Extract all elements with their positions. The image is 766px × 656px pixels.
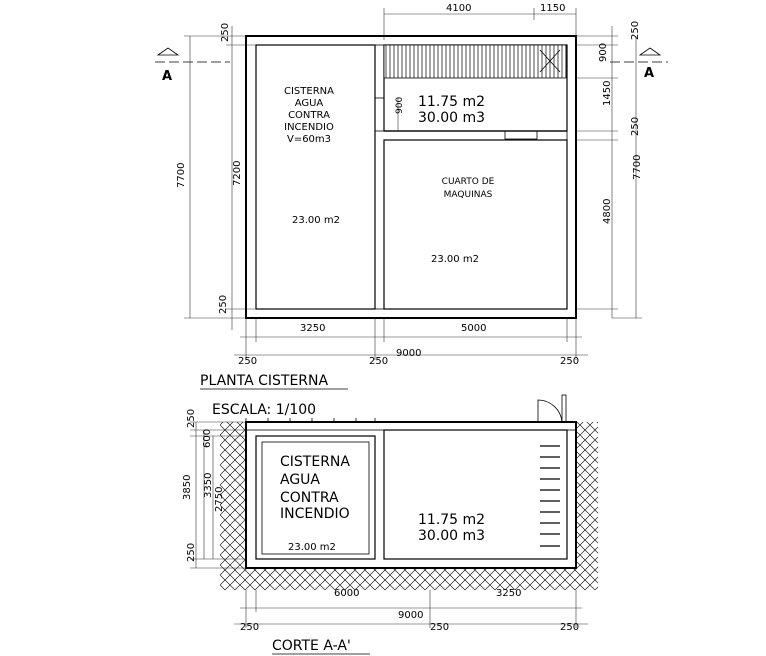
plan-dim-left-a: 250 [220, 22, 231, 42]
plan-cistern-label [284, 86, 340, 226]
plan-dim-right-c: 1450 [602, 80, 613, 106]
section-cistern-line-2: AGUA [280, 472, 321, 488]
section-view [182, 395, 598, 654]
section-cistern-line-3: CONTRA [280, 490, 339, 506]
plan-dim-inner-900: 900 [395, 96, 405, 114]
section-marker-right-label: A [644, 66, 655, 81]
plan-machine-label [431, 177, 495, 265]
plan-machine-line-1: CUARTO DE [441, 177, 495, 187]
plan-top-dims [384, 3, 576, 40]
section-marker-left-label: A [162, 69, 173, 84]
plan-cistern-line-1: CISTERNA [284, 86, 334, 97]
plan-dim-bottom-c: 250 [238, 356, 258, 367]
section-dim-left-e: 2750 [214, 486, 225, 512]
section-marker-left [155, 48, 230, 84]
section-cistern-area: 23.00 m2 [288, 542, 336, 553]
plan-dim-bottom-e: 9000 [396, 348, 422, 359]
plan-dim-left-b: 7700 [176, 162, 187, 188]
section-dim-bottom-c: 9000 [398, 610, 424, 621]
plan-cistern-line-2: AGUA [294, 98, 324, 109]
plan-cistern-line-5: V=60m3 [286, 134, 332, 145]
section-dim-bottom-e: 250 [430, 622, 450, 633]
section-dim-bottom-f: 250 [560, 622, 580, 633]
plan-view [155, 3, 668, 389]
plan-tank-area: 11.75 m2 [418, 94, 486, 110]
plan-dim-bottom-f: 250 [560, 356, 580, 367]
section-marker-right [610, 48, 668, 81]
section-slab-top [246, 422, 576, 430]
section-scale: ESCALA: 1/100 [212, 402, 317, 418]
plan-dim-left-c: 7200 [232, 160, 243, 186]
plan-dim-right-f: 4800 [602, 198, 613, 224]
section-dim-left-d: 3350 [203, 472, 214, 498]
plan-dim-left-d: 250 [218, 294, 229, 314]
section-tank-volume: 30.00 m3 [418, 528, 486, 544]
plan-tank-volume: 30.00 m3 [418, 110, 486, 126]
section-access-hatch [538, 395, 566, 422]
plan-inner-wall [256, 45, 567, 309]
plan-dim-bottom-b: 5000 [461, 323, 487, 334]
section-cistern-line-1: CISTERNA [280, 454, 350, 470]
plan-left-dims [176, 23, 256, 330]
plan-dim-right-a: 250 [630, 20, 641, 40]
section-cistern-label [280, 454, 350, 553]
plan-bottom-dims [234, 318, 588, 367]
section-dim-left-f: 250 [186, 542, 197, 562]
plan-tank-label [418, 94, 485, 126]
plan-stair-band [384, 45, 566, 78]
plan-dim-top-a: 4100 [446, 3, 472, 14]
section-title: CORTE A-A' [272, 638, 351, 654]
section-tank-area: 11.75 m2 [418, 512, 486, 528]
section-cistern-line-4: INCENDIO [280, 506, 350, 522]
plan-small-opening [505, 131, 537, 139]
plan-machine-line-2: MAQUINAS [443, 190, 493, 200]
section-dim-left-c: 3850 [182, 474, 193, 500]
section-dim-left-a: 250 [186, 408, 197, 428]
section-soil [220, 422, 598, 590]
plan-dim-bottom-a: 3250 [300, 323, 326, 334]
plan-cistern-line-4: INCENDIO [284, 122, 334, 133]
section-ladder [540, 446, 560, 546]
plan-title: PLANTA CISTERNA [200, 373, 329, 389]
section-dim-bottom-b: 3250 [496, 588, 522, 599]
section-bottom-dims [234, 588, 588, 633]
plan-dim-right-b: 900 [598, 42, 609, 62]
section-dim-bottom-a: 6000 [334, 588, 360, 599]
section-dim-left-b: 600 [202, 428, 213, 448]
plan-cistern-room [256, 45, 375, 309]
section-dim-bottom-d: 250 [240, 622, 260, 633]
plan-cistern-area: 23.00 m2 [292, 215, 340, 226]
plan-dim-right-e: 7700 [632, 154, 643, 180]
plan-inner-marker [375, 98, 384, 131]
plan-machine-room [384, 140, 567, 309]
plan-dim-right-d: 250 [630, 116, 641, 136]
plan-machine-area: 23.00 m2 [431, 254, 479, 265]
plan-cistern-line-3: CONTRA [288, 110, 330, 121]
plan-dim-bottom-d: 250 [369, 356, 389, 367]
section-tank-label [418, 512, 485, 544]
plan-dim-top-b: 1150 [540, 3, 566, 14]
